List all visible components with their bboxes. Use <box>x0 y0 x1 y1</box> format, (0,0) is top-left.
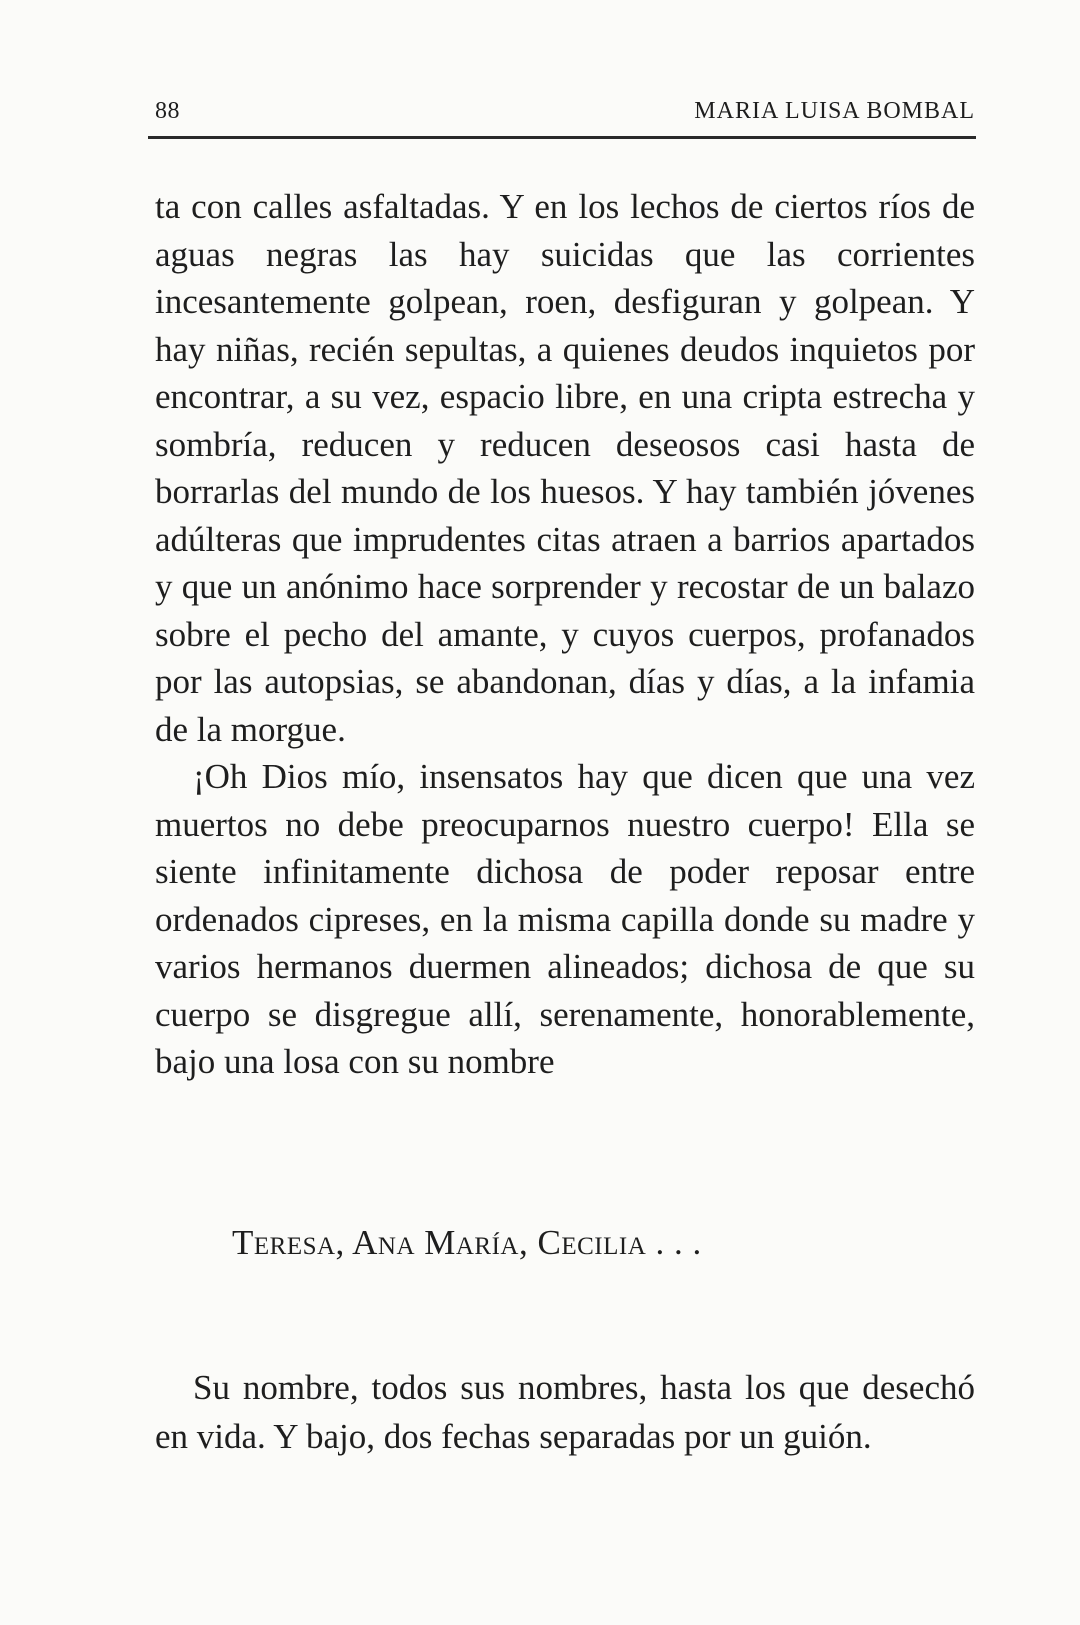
author-name: MARIA LUISA BOMBAL <box>694 98 975 124</box>
paragraph-exclamation: ¡Oh Dios mío, insensatos hay que dicen que una vez muertos no debe preocuparnos nuestro cuerpo! Ella se siente infinitamente dichosa de poder reposar entre ordenados cipreses, en la misma capilla donde su madre y varios hermanos duermen alineados; dichosa de que su cuerpo se disgregue allí, serenamente, honorablemente, bajo una losa con su nombre <box>155 757 975 1081</box>
paragraph-final: Su nombre, todos sus nombres, hasta los que desechó en vida. Y bajo, dos fechas separadas por un guión. <box>155 1368 975 1456</box>
epitaph-names: Teresa, Ana María, Cecilia . . . <box>232 1223 702 1262</box>
header-rule <box>148 136 976 139</box>
page-number: 88 <box>155 98 180 124</box>
final-text <box>155 1363 975 1461</box>
running-head <box>155 94 975 134</box>
body-text <box>155 183 975 1086</box>
paragraph-continued: ta con calles asfaltadas. Y en los lechos de ciertos ríos de aguas negras las hay suicidas que las corrientes incesantemente golpean, roen, desfiguran y golpean. Y hay niñas, recién sepultas, a quienes deudos inquietos por encontrar, a su vez, espacio libre, en una cripta estrecha y sombría, reducen y reducen deseosos casi hasta de borrarlas del mundo de los huesos. Y hay también jóvenes adúlteras que imprudentes citas atraen a barrios apartados y que un anónimo hace sorprender y recostar de un balazo sobre el pecho del amante, y cuyos cuerpos, profanados por las autopsias, se abandonan, días y días, a la infamia de la morgue. <box>155 187 975 749</box>
